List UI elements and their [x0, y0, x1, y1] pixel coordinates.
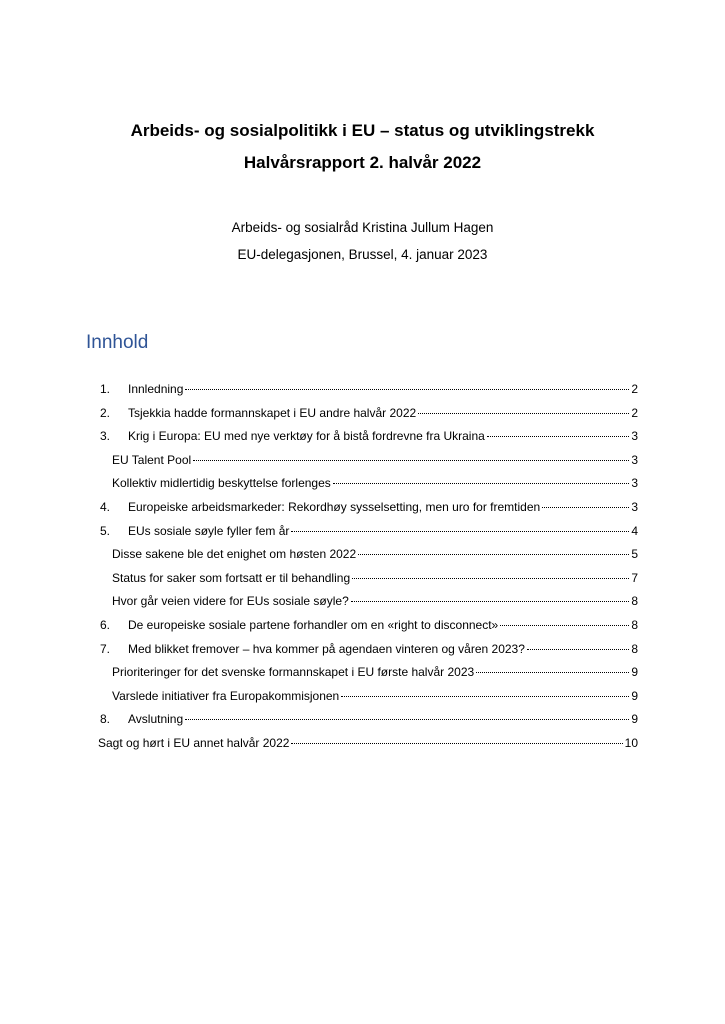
table-of-contents	[98, 381, 638, 759]
toc-entry[interactable]	[98, 617, 638, 641]
toc-entry-title: Krig i Europa: EU med nye verktøy for å bistå fordrevne fra Ukraina	[128, 429, 485, 444]
toc-entry[interactable]	[98, 688, 638, 712]
toc-entry[interactable]	[98, 405, 638, 429]
toc-heading: Innhold	[86, 332, 149, 353]
toc-entry-page: 4	[631, 523, 638, 538]
toc-entry[interactable]	[98, 641, 638, 665]
toc-entry-page: 9	[631, 665, 638, 680]
toc-entry-page: 7	[631, 570, 638, 585]
toc-entry-title: Status for saker som fortsatt er til behandling	[112, 570, 351, 585]
toc-dot-leader	[500, 625, 629, 626]
toc-entry-title: Kollektiv midlertidig beskyttelse forlenges	[112, 476, 331, 491]
toc-entry-page: 8	[631, 594, 638, 609]
toc-entry-number: 3.	[100, 429, 111, 444]
toc-entry[interactable]	[98, 428, 638, 452]
toc-dot-leader	[476, 672, 629, 673]
toc-entry-title: Hvor går veien videre for EUs sosiale søyle?	[112, 594, 349, 609]
toc-entry-title: EU Talent Pool	[112, 452, 192, 467]
toc-entry[interactable]	[98, 735, 638, 759]
report-title: Arbeids- og sosialpolitikk i EU – status og utviklingstrekk	[130, 121, 595, 140]
report-subtitle: Halvårsrapport 2. halvår 2022	[243, 153, 482, 172]
toc-entry-title: Varslede initiativer fra Europakommisjonen	[112, 688, 340, 703]
toc-entry-title: Innledning	[128, 382, 184, 396]
toc-entry-page: 10	[624, 735, 638, 750]
toc-dot-leader	[358, 554, 629, 555]
toc-dot-leader	[352, 578, 629, 579]
toc-entry-number: 7.	[100, 641, 111, 656]
toc-entry[interactable]	[98, 523, 638, 547]
toc-entry-title: Prioriteringer for det svenske formannskapet i EU første halvår 2023	[112, 665, 475, 680]
toc-entry-page: 2	[631, 405, 638, 420]
toc-dot-leader	[185, 389, 629, 390]
toc-entry[interactable]	[98, 452, 638, 476]
toc-dot-leader	[185, 719, 629, 720]
toc-dot-leader	[418, 413, 629, 414]
toc-entry-page: 9	[631, 688, 638, 703]
toc-dot-leader	[291, 531, 629, 532]
toc-entry-number: 6.	[100, 617, 111, 632]
toc-entry-page: 5	[631, 547, 638, 562]
toc-entry-page: 2	[631, 382, 638, 396]
toc-dot-leader	[351, 601, 630, 602]
toc-entry-number: 1.	[100, 382, 111, 396]
toc-entry-page: 3	[631, 452, 638, 467]
toc-entry-page: 3	[631, 499, 638, 514]
report-place-date: EU-delegasjonen, Brussel, 4. januar 2023	[237, 247, 488, 262]
toc-entry-page: 8	[631, 641, 638, 656]
toc-entry[interactable]	[98, 570, 638, 594]
toc-entry[interactable]	[98, 475, 638, 499]
toc-entry[interactable]	[98, 381, 638, 405]
toc-entry-title: Europeiske arbeidsmarkeder: Rekordhøy sysselsetting, men uro for fremtiden	[128, 499, 541, 514]
toc-dot-leader	[193, 460, 629, 461]
toc-entry[interactable]	[98, 664, 638, 688]
toc-entry-title: Avslutning	[128, 712, 184, 727]
toc-entry[interactable]	[98, 711, 638, 735]
toc-dot-leader	[291, 743, 622, 744]
toc-dot-leader	[341, 696, 629, 697]
toc-dot-leader	[542, 507, 629, 508]
toc-entry[interactable]	[98, 593, 638, 617]
toc-entry[interactable]	[98, 499, 638, 523]
toc-entry-number: 4.	[100, 499, 111, 514]
toc-entry[interactable]	[98, 546, 638, 570]
toc-entry-page: 8	[631, 617, 638, 632]
toc-dot-leader	[333, 483, 630, 484]
toc-entry-page: 9	[631, 712, 638, 727]
toc-entry-number: 2.	[100, 405, 111, 420]
toc-entry-title: Sagt og hørt i EU annet halvår 2022	[98, 735, 290, 750]
toc-entry-number: 5.	[100, 523, 111, 538]
toc-dot-leader	[527, 649, 629, 650]
toc-dot-leader	[487, 436, 630, 437]
toc-entry-number: 8.	[100, 712, 111, 727]
toc-entry-title: Disse sakene ble det enighet om høsten 2022	[112, 547, 357, 562]
report-author: Arbeids- og sosialråd Kristina Jullum Hagen	[231, 220, 494, 235]
toc-entry-title: Tsjekkia hadde formannskapet i EU andre halvår 2022	[128, 405, 417, 420]
toc-entry-title: Med blikket fremover – hva kommer på agendaen vinteren og våren 2023?	[128, 641, 525, 656]
toc-entry-title: De europeiske sosiale partene forhandler om en «right to disconnect»	[128, 617, 499, 632]
toc-entry-page: 3	[631, 476, 638, 491]
toc-entry-title: EUs sosiale søyle fyller fem år	[128, 523, 290, 538]
toc-entry-page: 3	[631, 429, 638, 444]
